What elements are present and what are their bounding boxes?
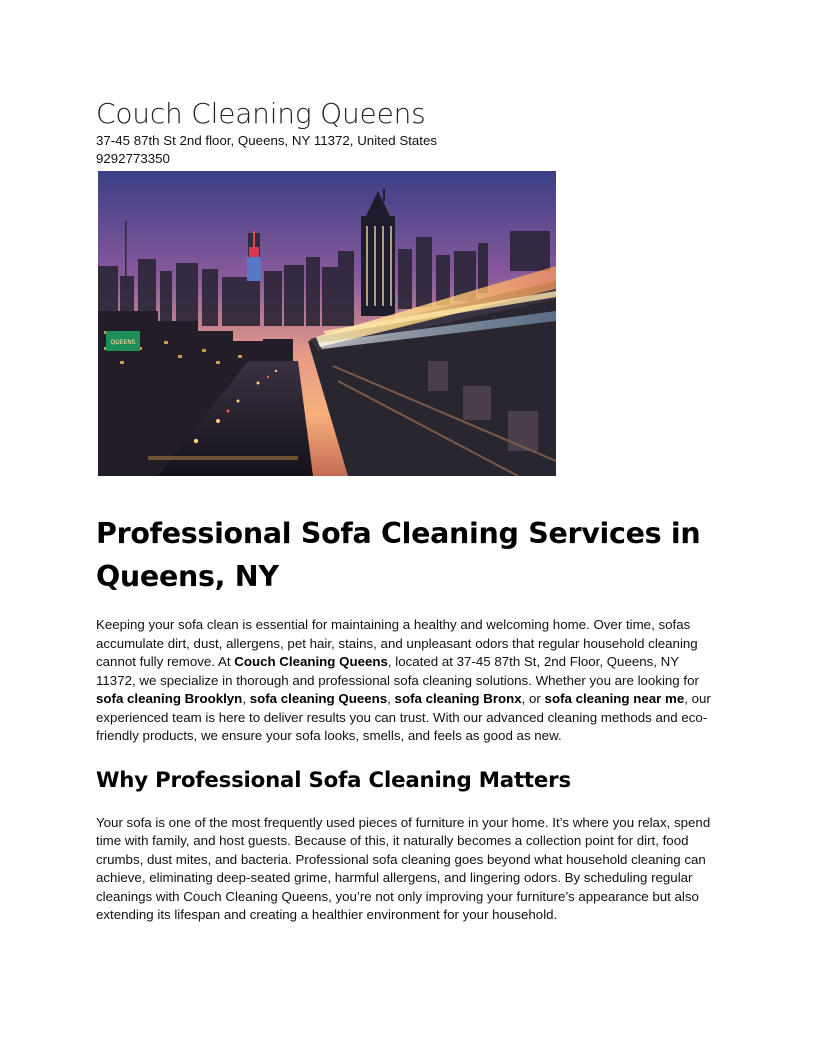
text-run: , or [521,691,545,706]
queens-skyline-photo [98,171,556,476]
text-run: , [242,691,250,706]
business-title: Couch Cleaning Queens [96,97,426,130]
text-run: , our experienced team is here to deliver results you can trust. With our advanced cleaning methods and eco-friendly products, we ensure your sofa looks, smells, and feels as good as new. [96,691,711,743]
section2-heading: Why Professional Sofa Cleaning Matters [96,767,571,793]
section1-heading: Professional Sofa Cleaning Services in Queens, NY [96,517,701,593]
section2-paragraph: Your sofa is one of the most frequently used pieces of furniture in your home. It’s where you relax, spend time with family, and host guests. Because of this, it naturally becomes a collection point for dirt, food crumbs, dust mites, and bacteria. Professional sofa cleaning goes beyond what household cleaning can achieve, eliminating deep-seated grime, harmful allergens, and lingering odors. By scheduling regular cleanings with Couch Cleaning Queens, you’re not only improving your furniture’s appearance but also extending its lifespan and creating a healthier environment for your household. [96,814,711,922]
bold-keyword: Couch Cleaning Queens [234,654,388,669]
bold-keyword: sofa cleaning Brooklyn [96,691,243,706]
business-address: 37-45 87th St 2nd floor, Queens, NY 11372, United States [96,133,438,148]
section1-paragraph [96,616,720,746]
bold-keyword: sofa cleaning Queens [249,691,388,706]
text-run: , [387,691,395,706]
text-run: , located at 37-45 87th St, 2nd Floor, Queens, NY 11372, we specialize in thorough and professional sofa cleaning solutions. Whether you are looking for [96,654,699,688]
bold-keyword: sofa cleaning Bronx [394,691,522,706]
business-phone: 9292773350 [96,151,170,166]
hero-sign-text: QUEENS [110,339,136,346]
document-body [96,96,720,925]
text-run: Keeping your sofa clean is essential for maintaining a healthy and welcoming home. Over time, sofas accumulate dirt, dust, allergens, pet hair, stains, and unpleasant odors that regular household cleaning cannot fully remove. At [96,617,698,669]
bold-keyword: sofa cleaning near me [544,691,685,706]
